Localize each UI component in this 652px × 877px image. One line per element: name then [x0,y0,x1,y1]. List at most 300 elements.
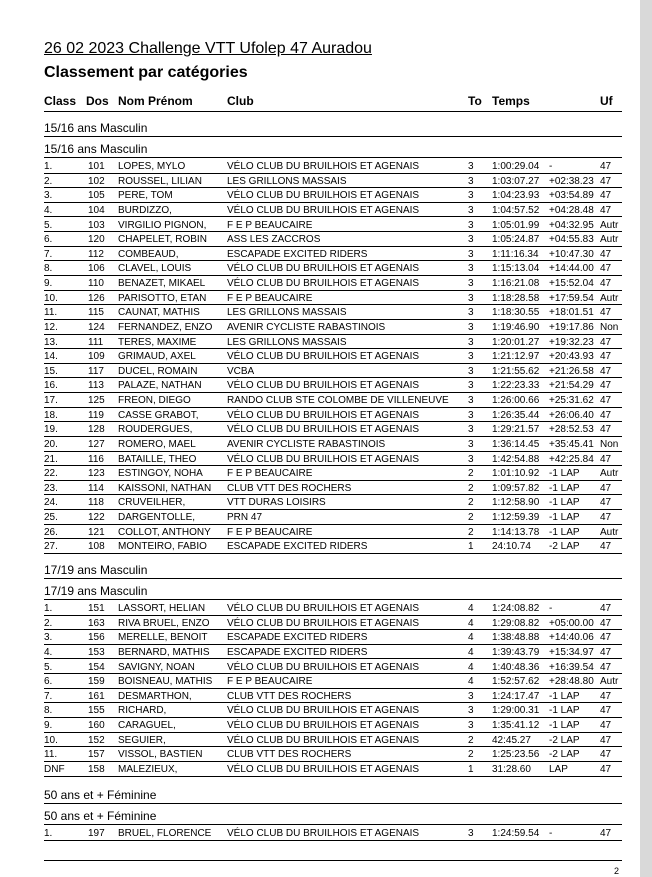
cell-nom: VIRGILIO PIGNON, [118,219,207,231]
cell-nom: GRIMAUD, AXEL [118,351,196,363]
table-row [44,364,622,379]
category-divider [44,803,622,804]
cell-gap: - [549,828,553,839]
cell-temps: 1:42:54.88 [492,453,540,465]
cell-nom: PALAZE, NATHAN [118,380,202,392]
cell-uf: Non [600,438,619,450]
cell-temps: 1:14:13.78 [492,526,540,538]
cell-class: 3. [44,190,53,202]
cell-nom: PARISOTTO, ETAN [118,292,207,304]
cell-class: 10. [44,292,58,304]
cell-uf: Non [600,321,619,333]
cell-nom: TERES, MAXIME [118,336,197,348]
cell-class: 2. [44,617,53,629]
cell-nom: BRUEL, FLORENCE [118,828,212,839]
table-row [44,378,622,393]
cell-uf: 47 [600,632,612,644]
cell-temps: 1:03:07.27 [492,175,540,187]
cell-club: F E P BEAUCAIRE [227,219,313,231]
cell-class: 6. [44,234,53,246]
cell-gap: LAP [549,763,568,775]
cell-club: CLUB VTT DES ROCHERS [227,749,352,761]
cell-club: VÉLO CLUB DU BRUILHOIS ET AGENAIS [227,161,420,172]
cell-temps: 1:22:23.33 [492,380,540,392]
cell-temps: 1:21:55.62 [492,365,540,377]
cell-temps: 31:28.60 [492,763,531,775]
table-row [44,733,622,748]
cell-temps: 1:26:35.44 [492,409,540,421]
table-row [44,703,622,718]
category-divider [44,578,622,579]
cell-class: 7. [44,690,53,702]
table-row [44,747,622,762]
cell-dos: 157 [88,749,105,761]
col-club: Club [227,94,254,108]
cell-club: LES GRILLONS MASSAIS [227,175,347,187]
cell-class: 4. [44,646,53,658]
cell-class: 16. [44,380,58,392]
cell-gap: +10:47.30 [549,248,594,260]
table-row [44,261,622,276]
cell-dos: 115 [88,307,104,319]
cell-club: AVENIR CYCLISTE RABASTINOIS [227,438,386,450]
cell-class: 25. [44,512,58,524]
cell-to: 2 [468,497,474,509]
cell-temps: 1:39:43.79 [492,646,540,658]
cell-temps: 42:45.27 [492,734,531,746]
document-subtitle: Classement par catégories [44,64,248,81]
cell-to: 3 [468,263,474,275]
cell-temps: 1:25:23.56 [492,749,540,761]
cell-to: 2 [468,734,474,746]
cell-class: 23. [44,482,58,494]
cell-dos: 120 [88,234,105,246]
cell-uf: 47 [600,351,612,363]
cell-dos: 161 [88,690,105,702]
table-row [44,159,622,174]
cell-nom: KAISSONI, NATHAN [118,482,212,494]
cell-club: VÉLO CLUB DU BRUILHOIS ET AGENAIS [227,278,420,290]
cell-club: LES GRILLONS MASSAIS [227,336,347,348]
cell-class: 27. [44,541,58,553]
cell-class: 11. [44,749,58,761]
cell-to: 3 [468,438,474,450]
cell-nom: SEGUIER, [118,734,166,746]
cell-to: 3 [468,720,474,732]
cell-class: 6. [44,676,53,688]
cell-nom: MONTEIRO, FABIO [118,541,207,553]
cell-class: DNF [44,763,65,775]
cell-gap: - [549,603,553,614]
cell-uf: 47 [600,749,612,761]
cell-dos: 122 [88,512,105,524]
cell-dos: 124 [88,321,105,333]
cell-dos: 117 [88,365,104,377]
cell-club: VÉLO CLUB DU BRUILHOIS ET AGENAIS [227,661,420,673]
cell-class: 1. [44,161,53,172]
table-row [44,349,622,364]
cell-to: 3 [468,380,474,392]
table-row [44,218,622,233]
cell-club: VTT DURAS LOISIRS [227,497,326,509]
cell-nom: FREON, DIEGO [118,395,191,407]
cell-dos: 103 [88,219,105,231]
cell-class: 4. [44,204,53,216]
cell-nom: ROUDERGUES, [118,424,193,436]
cell-dos: 108 [88,541,105,553]
cell-nom: VISSOL, BASTIEN [118,749,203,761]
cell-gap: +15:34.97 [549,646,594,658]
table-row [44,601,622,616]
cell-gap: +16:39.54 [549,661,594,673]
cell-gap: -1 LAP [549,468,580,480]
table-row [44,674,622,689]
table-row [44,203,622,218]
cell-uf: 47 [600,307,612,319]
cell-temps: 1:38:48.88 [492,632,540,644]
cell-to: 3 [468,351,474,363]
table-row [44,495,622,510]
cell-to: 4 [468,676,474,688]
cell-uf: 47 [600,661,612,673]
cell-temps: 24:10.74 [492,541,531,553]
cell-temps: 1:09:57.82 [492,482,540,494]
cell-class: 7. [44,248,53,260]
cell-gap: - [549,161,553,172]
table-row [44,174,622,189]
document-title: 26 02 2023 Challenge VTT Ufolep 47 Auradou [44,40,372,57]
cell-to: 4 [468,646,474,658]
table-row [44,660,622,675]
cell-to: 4 [468,661,474,673]
cell-class: 19. [44,424,58,436]
cell-uf: 47 [600,497,612,509]
cell-class: 21. [44,453,58,465]
cell-gap: +35:45.41 [549,438,594,450]
table-row [44,335,622,350]
cell-to: 3 [468,336,474,348]
cell-gap: -2 LAP [549,734,580,746]
cell-temps: 1:16:21.08 [492,278,540,290]
cell-gap: +04:55.83 [549,234,594,246]
cell-uf: 47 [600,424,612,436]
cell-class: 20. [44,438,58,450]
cell-nom: DUCEL, ROMAIN [118,365,198,377]
cell-uf: 47 [600,720,612,732]
cell-uf: Autr [600,219,619,231]
cell-temps: 1:24:17.47 [492,690,540,702]
cell-club: VÉLO CLUB DU BRUILHOIS ET AGENAIS [227,828,420,839]
cell-club: VÉLO CLUB DU BRUILHOIS ET AGENAIS [227,380,420,392]
cell-dos: 118 [88,497,104,509]
cell-uf: 47 [600,482,612,494]
cell-uf: 47 [600,646,612,658]
cell-temps: 1:18:28.58 [492,292,540,304]
table-row [44,437,622,452]
cell-club: VÉLO CLUB DU BRUILHOIS ET AGENAIS [227,424,420,436]
cell-temps: 1:04:23.93 [492,190,540,202]
cell-class: 22. [44,468,58,480]
category-divider [44,599,622,600]
table-row [44,762,622,777]
cell-class: 17. [44,395,58,407]
cell-gap: +42:25.84 [549,453,594,465]
cell-dos: 158 [88,763,105,775]
cell-club: VÉLO CLUB DU BRUILHOIS ET AGENAIS [227,705,420,717]
cell-class: 1. [44,603,53,614]
cell-club: VÉLO CLUB DU BRUILHOIS ET AGENAIS [227,190,420,202]
cell-club: VÉLO CLUB DU BRUILHOIS ET AGENAIS [227,734,420,746]
cell-uf: 47 [600,380,612,392]
cell-dos: 160 [88,720,105,732]
cell-gap: +21:54.29 [549,380,594,392]
cell-club: VÉLO CLUB DU BRUILHOIS ET AGENAIS [227,263,420,275]
cell-club: VÉLO CLUB DU BRUILHOIS ET AGENAIS [227,409,420,421]
cell-club: VÉLO CLUB DU BRUILHOIS ET AGENAIS [227,351,420,363]
cell-class: 10. [44,734,58,746]
cell-gap: +20:43.93 [549,351,594,363]
cell-dos: 153 [88,646,105,658]
cell-dos: 151 [88,603,105,614]
cell-uf: 47 [600,161,612,172]
cell-temps: 1:05:24.87 [492,234,540,246]
cell-temps: 1:21:12.97 [492,351,540,363]
cell-gap: +26:06.40 [549,409,594,421]
cell-club: CLUB VTT DES ROCHERS [227,690,352,702]
cell-temps: 1:52:57.62 [492,676,540,688]
cell-club: F E P BEAUCAIRE [227,292,313,304]
cell-temps: 1:19:46.90 [492,321,540,333]
cell-nom: FERNANDEZ, ENZO [118,321,213,333]
cell-gap: -2 LAP [549,541,580,553]
cell-class: 15. [44,365,58,377]
cell-dos: 123 [88,468,105,480]
cell-to: 2 [468,482,474,494]
category-heading: 15/16 ans Masculin [44,121,148,135]
cell-dos: 101 [88,161,105,172]
cell-class: 18. [44,409,58,421]
cell-temps: 1:18:30.55 [492,307,540,319]
cell-class: 13. [44,336,58,348]
cell-to: 2 [468,749,474,761]
cell-dos: 112 [88,248,104,260]
cell-gap: +19:32.23 [549,336,594,348]
cell-dos: 127 [88,438,105,450]
cell-gap: +04:32.95 [549,219,594,231]
cell-to: 3 [468,161,474,172]
cell-gap: +28:48.80 [549,676,594,688]
cell-temps: 1:26:00.66 [492,395,540,407]
cell-temps: 1:24:08.82 [492,603,540,614]
cell-gap: -1 LAP [549,690,580,702]
footer-divider [44,860,622,861]
cell-nom: CRUVEILHER, [118,497,186,509]
cell-to: 1 [468,541,474,553]
cell-gap: -2 LAP [549,749,580,761]
cell-to: 4 [468,632,474,644]
cell-gap: +03:54.89 [549,190,594,202]
cell-uf: 47 [600,278,612,290]
cell-nom: ROUSSEL, LILIAN [118,175,202,187]
cell-dos: 109 [88,351,105,363]
cell-to: 2 [468,512,474,524]
cell-nom: ROMERO, MAEL [118,438,196,450]
cell-gap: +25:31.62 [549,395,594,407]
cell-nom: DARGENTOLLE, [118,512,196,524]
cell-dos: 116 [88,453,104,465]
cell-to: 3 [468,204,474,216]
cell-dos: 128 [88,424,105,436]
cell-club: VÉLO CLUB DU BRUILHOIS ET AGENAIS [227,763,420,775]
cell-class: 2. [44,175,53,187]
cell-nom: BERNARD, MATHIS [118,646,210,658]
cell-club: CLUB VTT DES ROCHERS [227,482,352,494]
cell-dos: 197 [88,828,105,839]
cell-to: 3 [468,278,474,290]
cell-dos: 113 [88,380,104,392]
cell-to: 3 [468,395,474,407]
cell-club: VÉLO CLUB DU BRUILHOIS ET AGENAIS [227,204,420,216]
cell-gap: -1 LAP [549,526,580,538]
cell-class: 14. [44,351,58,363]
cell-dos: 156 [88,632,105,644]
cell-uf: 47 [600,263,612,275]
table-row [44,630,622,645]
cell-dos: 121 [88,526,105,538]
cell-gap: +21:26.58 [549,365,594,377]
cell-club: VÉLO CLUB DU BRUILHOIS ET AGENAIS [227,453,420,465]
cell-uf: 47 [600,365,612,377]
cell-club: VCBA [227,365,255,377]
cell-dos: 159 [88,676,105,688]
cell-club: LES GRILLONS MASSAIS [227,307,347,319]
cell-gap: -1 LAP [549,705,580,717]
cell-gap: +05:00.00 [549,617,594,629]
cell-gap: -1 LAP [549,512,580,524]
cell-nom: BURDIZZO, [118,204,172,216]
cell-temps: 1:40:48.36 [492,661,540,673]
cell-gap: +28:52.53 [549,424,594,436]
cell-dos: 111 [88,336,104,348]
cell-to: 3 [468,234,474,246]
table-row [44,422,622,437]
table-row [44,188,622,203]
cell-to: 3 [468,453,474,465]
cell-gap: +02:38.23 [549,175,594,187]
cell-nom: CLAVEL, LOUIS [118,263,192,275]
cell-to: 3 [468,705,474,717]
cell-to: 4 [468,617,474,629]
cell-nom: ESTINGOY, NOHA [118,468,203,480]
col-uf: Uf [600,94,613,108]
cell-nom: BENAZET, MIKAEL [118,278,206,290]
table-row [44,616,622,631]
table-row [44,826,622,841]
cell-uf: 47 [600,453,612,465]
cell-temps: 1:36:14.45 [492,438,540,450]
cell-uf: 47 [600,248,612,260]
cell-club: ESCAPADE EXCITED RIDERS [227,541,368,553]
cell-uf: 47 [600,395,612,407]
category-subheading: 15/16 ans Masculin [44,142,148,156]
cell-class: 3. [44,632,53,644]
cell-uf: Autr [600,292,619,304]
cell-to: 3 [468,321,474,333]
cell-nom: RIVA BRUEL, ENZO [118,617,210,629]
cell-dos: 154 [88,661,105,673]
table-row [44,305,622,320]
cell-temps: 1:20:01.27 [492,336,540,348]
cell-nom: LASSORT, HELIAN [118,603,206,614]
cell-nom: CASSE GRABOT, [118,409,199,421]
cell-temps: 1:12:59.39 [492,512,540,524]
table-row [44,320,622,335]
cell-to: 3 [468,190,474,202]
table-row [44,481,622,496]
cell-uf: 47 [600,409,612,421]
cell-to: 2 [468,468,474,480]
cell-nom: BOISNEAU, MATHIS [118,676,213,688]
cell-nom: PERE, TOM [118,190,173,202]
cell-dos: 125 [88,395,105,407]
table-row [44,466,622,481]
col-dos: Dos [86,94,109,108]
cell-gap: +18:01.51 [549,307,594,319]
cell-class: 5. [44,661,53,673]
cell-club: PRN 47 [227,512,263,524]
cell-uf: 47 [600,763,612,775]
cell-nom: LOPES, MYLO [118,161,186,172]
cell-temps: 1:29:08.82 [492,617,540,629]
col-temps: Temps [492,94,530,108]
cell-to: 1 [468,763,474,775]
cell-temps: 1:29:00.31 [492,705,540,717]
col-nom: Nom Prénom [118,94,193,108]
cell-to: 3 [468,828,474,839]
header-divider [44,111,622,112]
cell-nom: COMBEAUD, [118,248,179,260]
cell-uf: 47 [600,617,612,629]
cell-uf: Autr [600,676,619,688]
table-row [44,247,622,262]
cell-nom: COLLOT, ANTHONY [118,526,211,538]
cell-uf: Autr [600,468,619,480]
cell-uf: 47 [600,734,612,746]
cell-to: 3 [468,409,474,421]
cell-class: 9. [44,278,53,290]
cell-dos: 155 [88,705,105,717]
cell-club: VÉLO CLUB DU BRUILHOIS ET AGENAIS [227,617,420,629]
cell-club: F E P BEAUCAIRE [227,676,313,688]
cell-nom: RICHARD, [118,705,167,717]
cell-club: F E P BEAUCAIRE [227,526,313,538]
cell-club: VÉLO CLUB DU BRUILHOIS ET AGENAIS [227,603,420,614]
cell-class: 8. [44,263,53,275]
cell-class: 24. [44,497,58,509]
cell-dos: 102 [88,175,105,187]
cell-gap: +15:52.04 [549,278,594,290]
cell-to: 3 [468,307,474,319]
cell-temps: 1:12:58.90 [492,497,540,509]
cell-club: ASS LES ZACCROS [227,234,321,246]
table-row [44,393,622,408]
cell-to: 3 [468,424,474,436]
viewer-edge [640,0,652,877]
col-class: Class [44,94,77,108]
cell-temps: 1:04:57.52 [492,204,540,216]
cell-dos: 110 [88,278,104,290]
cell-nom: CAUNAT, MATHIS [118,307,200,319]
